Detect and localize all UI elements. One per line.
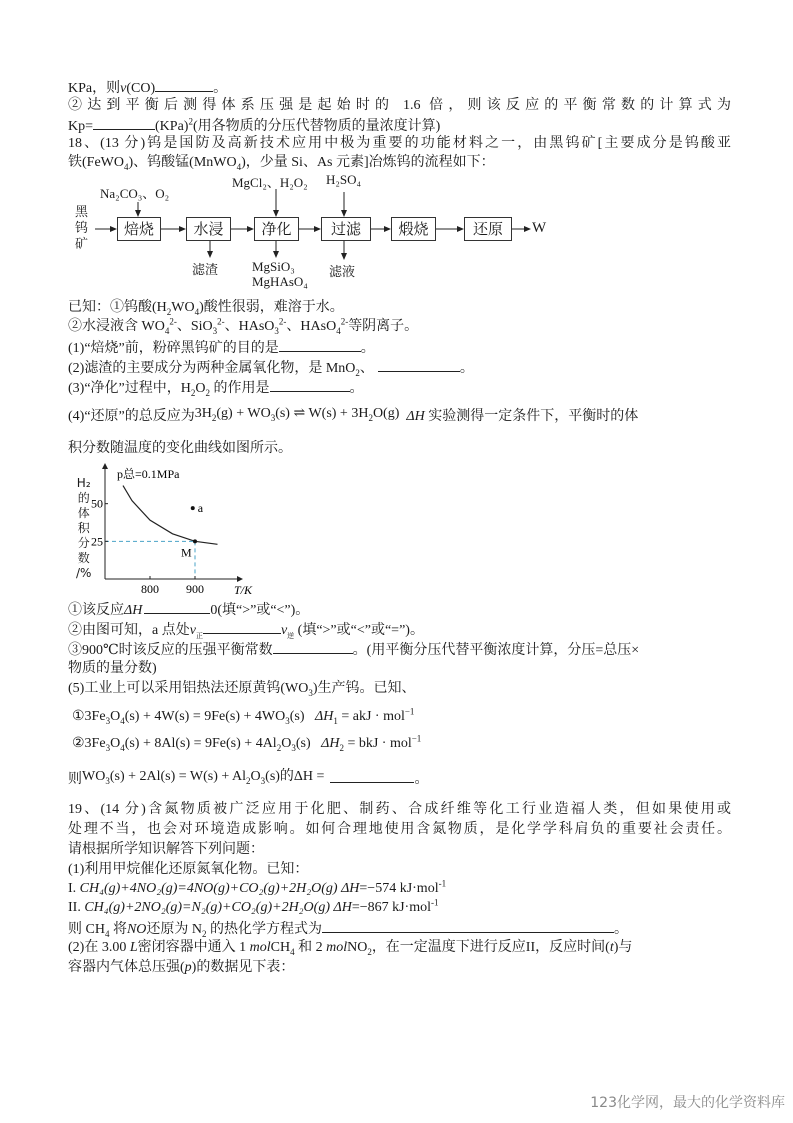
text: 正	[195, 631, 203, 640]
x-axis-label: T/K	[233, 583, 253, 597]
text: 2-	[169, 316, 177, 327]
text: 。	[360, 341, 375, 356]
text: t	[609, 940, 614, 955]
text: /%	[76, 566, 92, 580]
answer-blank[interactable]	[273, 640, 353, 654]
text: (s) + 2Al(s) = W(s) + Al	[109, 769, 247, 784]
text: 密闭容器中通入 1	[137, 940, 250, 955]
text: 3H	[194, 406, 212, 421]
input-label-filter: H₂SO₄	[326, 172, 362, 187]
text: NO	[347, 940, 368, 955]
text: 黑	[75, 205, 89, 220]
text: II.	[68, 900, 85, 915]
text: 钨	[75, 221, 89, 236]
text: O	[195, 381, 206, 396]
text: =−574 kJ·mol	[359, 881, 439, 896]
text: 3	[105, 715, 111, 726]
text: WO	[171, 300, 195, 315]
point-label-m: M	[181, 545, 192, 560]
text: 实验测得一定条件下，平衡时的体	[424, 409, 639, 424]
text: 4	[120, 742, 125, 753]
text: )酸性很弱，难溶于水。	[199, 300, 344, 315]
text: (s) + 4W(s) = 9Fe(s) + 4WO	[124, 709, 286, 724]
text: 。	[414, 772, 429, 787]
text: 2	[367, 946, 372, 957]
text: )、钨酸锰(MnWO	[128, 155, 237, 170]
text: 3	[274, 325, 279, 336]
text: 、HAsO	[286, 319, 337, 334]
text: CH₄(g)+4NO₂(g)=4NO(g)+CO₂(g)+2H₂O(g) ΔH	[79, 881, 360, 896]
y-tick-label: 50	[91, 496, 103, 511]
chart-title: p总=0.1MPa	[117, 467, 180, 481]
text: 2	[202, 928, 207, 939]
text: )的数据见下表：	[191, 960, 295, 975]
text: (填“>”或“<”或“=”)。	[294, 623, 424, 638]
text: 3	[260, 775, 266, 786]
answer-blank[interactable]	[330, 769, 414, 783]
series-line	[123, 486, 218, 545]
text: 积	[77, 521, 90, 535]
text: v	[189, 623, 196, 638]
text-line	[68, 299, 344, 317]
y-tick-label: 25	[91, 534, 103, 549]
text: (3)“净化”过程中，H	[68, 381, 191, 396]
text: 1	[333, 715, 338, 726]
text: (KPa)	[155, 119, 189, 134]
question-19-intro: 19、(14 分)含氮物质被广泛应用于化肥、制药、合成纤维等化工行业造福人类，但如果使用或	[68, 802, 731, 817]
text: 铁(FeWO	[68, 155, 124, 170]
text: 2	[166, 306, 172, 317]
question-4-3	[68, 640, 639, 660]
text: −1	[404, 706, 415, 717]
step-box-filter: 过滤	[321, 217, 371, 241]
reaction-2	[68, 899, 439, 917]
text: (s)的ΔH =	[265, 769, 325, 784]
text: (CO)	[126, 81, 156, 96]
text: 。	[459, 361, 474, 376]
text: NO	[126, 922, 147, 937]
text: O	[110, 736, 121, 751]
source-label	[75, 205, 88, 253]
x-tick-label: 800	[141, 582, 159, 596]
text: ②水浸液含 WO	[68, 319, 165, 334]
text: 2-	[278, 316, 287, 327]
text: 还原为 N	[146, 922, 203, 937]
text: Kp=	[68, 119, 94, 134]
data-point-a	[191, 506, 195, 510]
text: O	[250, 769, 261, 784]
text-line: 处理不当，也会对环境造成影响。如何合理地使用含氮物质，是化学学科肩负的重要社会责任。	[68, 822, 731, 837]
answer-blank[interactable]	[203, 620, 281, 634]
text: 2	[188, 116, 193, 127]
answer-blank[interactable]	[378, 358, 460, 372]
text: ΔH	[315, 709, 334, 724]
question-4-1	[68, 600, 309, 620]
question-2	[68, 358, 474, 378]
text-line: ②达到平衡后测得体系压强是起始时的 1.6 倍，则该反应的平衡常数的计算式为	[68, 98, 731, 113]
output-label-purify-2: MgHAsO₄	[252, 274, 308, 289]
text: 2	[211, 412, 217, 423]
text: (2)滤渣的主要成分为两种金属氧化物，是 MnO	[68, 361, 356, 376]
text: 容器内气体总压强(	[68, 960, 185, 975]
text: 和 2	[294, 940, 327, 955]
text: =−867 kJ·mol	[351, 900, 431, 915]
answer-blank[interactable]	[155, 78, 213, 92]
equation	[195, 406, 400, 421]
answer-blank[interactable]	[270, 378, 350, 392]
step-box-calcine: 煅烧	[391, 217, 436, 241]
text: p	[184, 960, 192, 975]
text: 4	[104, 928, 110, 939]
text: 3	[291, 742, 296, 753]
text: 的作用是	[210, 381, 270, 396]
text: 4	[120, 715, 125, 726]
question-3	[68, 378, 364, 398]
text: )生产钨。已知、	[312, 681, 416, 696]
text: (4)“还原”的总反应为	[68, 409, 195, 424]
text: 数	[77, 551, 90, 565]
text: 2	[190, 387, 196, 398]
product-label: W	[532, 220, 547, 236]
text-line: 物质的量分数)	[68, 661, 157, 676]
text: -1	[431, 897, 439, 908]
text: I.	[68, 881, 80, 896]
text: (s)	[289, 709, 305, 724]
text: 等阴离子。	[348, 319, 419, 334]
text-line: 请根据所学知识解答下列问题：	[68, 842, 264, 857]
text-line	[68, 318, 418, 336]
text: (2)在 3.00	[68, 940, 130, 955]
text: 。	[614, 922, 629, 937]
text: (g) + WO	[216, 406, 271, 421]
text: (s) + 8Al(s) = 9Fe(s) + 4Al	[124, 736, 277, 751]
text: 2	[355, 367, 360, 378]
text-line	[68, 154, 495, 172]
equation-1	[72, 708, 414, 726]
input-label-purify: MgCl₂、H₂O₂	[232, 175, 308, 190]
question-4	[68, 408, 638, 426]
output-label-filter: 滤液	[329, 265, 356, 280]
text: ΔH	[406, 409, 425, 424]
text: 已知：①钨酸(H	[68, 300, 167, 315]
answer-blank[interactable]	[322, 919, 614, 933]
text: 4	[164, 325, 170, 336]
y-axis-label	[76, 476, 91, 581]
step-box-purify: 净化	[254, 217, 299, 241]
text: 将	[109, 922, 127, 937]
text: 、HAsO	[224, 319, 275, 334]
text: 3	[308, 687, 313, 698]
text: KPa，则	[68, 81, 121, 96]
text: mol	[249, 940, 271, 955]
text: 逆	[287, 631, 295, 640]
question-19-2	[68, 939, 632, 957]
text-line	[68, 116, 440, 136]
text: 4	[336, 325, 341, 336]
text: (s) ⇌ W(s) + 3H	[275, 406, 369, 421]
text: 2-	[217, 316, 225, 327]
text: 3	[270, 412, 276, 423]
text: 2-	[340, 316, 349, 327]
equation-body	[82, 769, 324, 784]
text: ΔH	[321, 736, 340, 751]
text: 的	[77, 491, 90, 505]
text: 则	[68, 772, 82, 787]
step-box-leach: 水浸	[186, 217, 231, 241]
text: 分	[77, 536, 90, 550]
equation-3	[68, 769, 428, 789]
text: (用各物质的分压代替物质的量浓度计算)	[192, 119, 441, 134]
text: 。(用平衡分压代替平衡浓度计算，分压=总压×	[352, 643, 640, 658]
text: (1)“焙烧”前，粉碎黑钨矿的目的是	[68, 341, 279, 356]
text: 2	[368, 412, 373, 423]
text: 2	[205, 387, 210, 398]
output-label-leach: 滤渣	[192, 263, 219, 278]
x-tick-label: 900	[186, 582, 204, 596]
text: ③900℃时该反应的压强平衡常数	[68, 643, 273, 658]
text-line	[68, 959, 294, 977]
data-point-m	[193, 539, 197, 543]
text: 4	[124, 161, 129, 172]
text-line	[68, 78, 227, 98]
text: 2	[339, 742, 344, 753]
text: 2	[246, 775, 251, 786]
text: = akJ · mol	[337, 709, 405, 724]
question-1	[68, 338, 375, 358]
text: 4	[236, 161, 242, 172]
reaction-1	[68, 880, 446, 898]
output-label-purify-1: MgSiO₃	[252, 259, 295, 274]
text: WO	[82, 769, 106, 784]
point-label-a: a	[197, 501, 204, 516]
question-18-intro: 18、(13 分)钨是国防及高新技术应用中极为重要的功能材料之一，由黑钨矿[主要成分是钨酸亚	[68, 136, 731, 151]
process-flowchart	[60, 172, 560, 295]
text: 4	[194, 306, 200, 317]
equation-2	[72, 735, 421, 753]
text: H₂	[76, 476, 91, 490]
text: mol	[326, 940, 348, 955]
text: ，在一定温度下进行反应II，反应时间(	[371, 940, 610, 955]
step-box-roast: 焙烧	[117, 217, 161, 241]
text: 3	[212, 325, 218, 336]
text: CH	[270, 940, 291, 955]
text: (5)工业上可以采用铝热法还原黄钨(WO	[68, 681, 309, 696]
text: 、	[359, 361, 374, 376]
answer-blank[interactable]	[279, 338, 361, 352]
footer-watermark: 123化学网，最大的化学资料库	[590, 1095, 785, 1111]
text: O	[110, 709, 121, 724]
text: 3	[285, 715, 290, 726]
text: (s)	[295, 736, 311, 751]
text: v	[280, 623, 288, 638]
text: ②由图可知，a 点处	[68, 623, 190, 638]
h2-volume-fraction-chart	[60, 460, 260, 600]
question-5	[68, 680, 415, 698]
text: 、SiO	[176, 319, 213, 334]
text: 3	[105, 742, 111, 753]
answer-blank[interactable]	[144, 600, 210, 614]
question-19-1	[68, 919, 628, 939]
question-4-2	[68, 620, 424, 640]
text: = bkJ · mol	[343, 736, 412, 751]
answer-blank[interactable]	[93, 116, 155, 130]
text: 。	[349, 381, 364, 396]
text: 矿	[75, 237, 89, 252]
text: )与	[613, 940, 633, 955]
text: 2	[276, 742, 282, 753]
text: CH₄(g)+2NO₂(g)=N₂(g)+CO₂(g)+2H₂O(g) ΔH	[84, 900, 352, 915]
text: O(g)	[372, 406, 400, 421]
text: ①该反应	[68, 603, 124, 618]
text: L	[129, 940, 138, 955]
text: )，少量 Si、As 元素]冶炼钨的流程如下：	[241, 155, 495, 170]
text: 的热化学方程式为	[206, 922, 323, 937]
text: 体	[77, 506, 90, 520]
text: 3	[105, 775, 110, 786]
text: ①3Fe	[72, 709, 106, 724]
text: −1	[411, 733, 422, 744]
text: -1	[438, 878, 447, 889]
text-line: 积分数随温度的变化曲线如图所示。	[68, 441, 292, 456]
text: 4	[290, 946, 295, 957]
text: O	[281, 736, 292, 751]
text: ΔH	[124, 603, 143, 618]
text: 则 CH	[68, 922, 105, 937]
text: 。	[213, 81, 228, 96]
text: 0(填“>”或“<”)。	[210, 603, 310, 618]
step-box-reduce: 还原	[464, 217, 512, 241]
input-label-roast: Na₂CO₃、O₂	[100, 186, 170, 201]
text: v	[120, 81, 127, 96]
text: ②3Fe	[72, 736, 106, 751]
text-line: (1)利用甲烷催化还原氮氧化物。已知：	[68, 862, 309, 877]
